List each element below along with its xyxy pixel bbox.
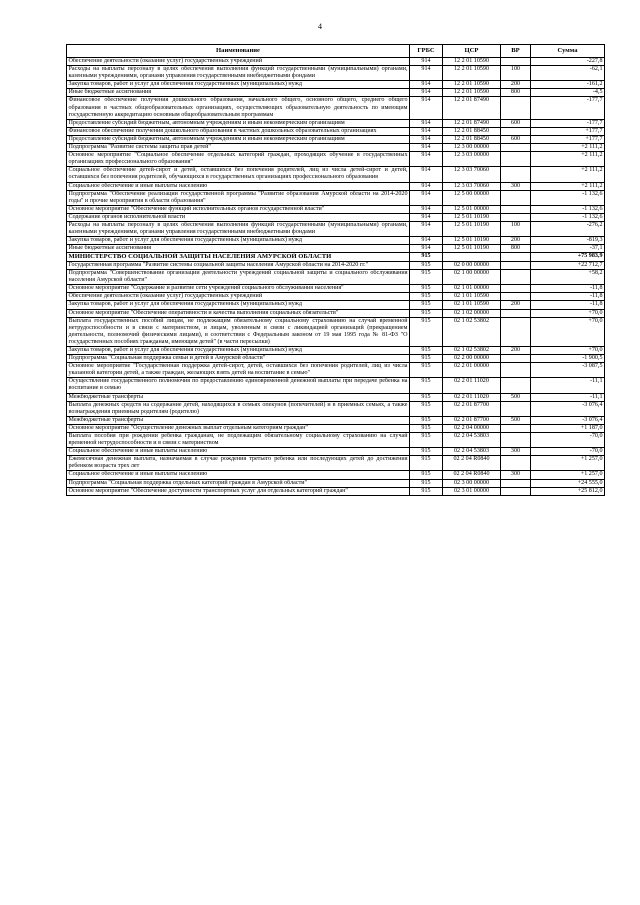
row-sum-cell: -177,7 xyxy=(531,119,605,127)
row-name-cell: Выплата пособия при рождении ребенка гражданам, не подлежащим обязательному социальному страхованию на случай временной нетрудоспособности и в связи с материнством xyxy=(68,433,408,447)
table-row xyxy=(67,378,605,393)
row-csr-cell xyxy=(443,253,501,262)
row-grbs-cell: 915 xyxy=(410,479,443,487)
row-sum-cell: +1 257,0 xyxy=(531,471,605,479)
table-row xyxy=(67,317,605,346)
row-vr-cell xyxy=(501,144,531,152)
row-sum-cell: -1 900,5 xyxy=(531,355,605,363)
table-row xyxy=(67,190,605,205)
row-csr-cell: 12 2 01 87490 xyxy=(443,119,501,127)
row-sum-cell: -177,7 xyxy=(531,97,605,119)
row-sum-cell: +22 712,7 xyxy=(531,261,605,269)
row-csr-cell: 02 1 01 10590 xyxy=(443,301,501,309)
row-name-cell: Предоставление субсидий бюджетным, автономным учреждениям и иным некоммерческим организациям xyxy=(67,135,410,143)
row-sum-cell: -70,0 xyxy=(531,433,605,448)
row-grbs-cell: 914 xyxy=(410,89,443,97)
row-name-cell: МИНИСТЕРСТВО СОЦИАЛЬНОЙ ЗАЩИТЫ НАСЕЛЕНИЯ АМУРСКОЙ ОБЛАСТИ xyxy=(67,253,410,262)
row-sum-cell: +177,7 xyxy=(531,135,605,143)
row-sum-cell: -37,1 xyxy=(531,245,605,253)
row-vr-cell xyxy=(501,152,531,167)
row-grbs-cell: 914 xyxy=(410,97,443,119)
table-row xyxy=(67,479,605,487)
row-vr-cell: 500 xyxy=(501,393,531,401)
table-row xyxy=(67,309,605,317)
row-grbs-cell: 915 xyxy=(410,309,443,317)
row-vr-cell: 600 xyxy=(501,119,531,127)
row-name-cell: Иные бюджетные ассигнования xyxy=(67,89,410,97)
row-sum-cell: +58,2 xyxy=(531,270,605,285)
row-name-cell: Закупка товаров, работ и услуг для обеспечения государственных (муниципальных) нужд xyxy=(67,81,410,89)
table-row xyxy=(67,487,605,495)
row-grbs-cell: 914 xyxy=(410,66,443,81)
row-csr-cell: 02 1 01 10590 xyxy=(443,293,501,301)
row-name-cell: Социальное обеспечение и иные выплаты населению xyxy=(67,182,410,190)
row-name-cell: Основное мероприятие "Обеспечение функций исполнительных органов государственной власти" xyxy=(67,205,410,213)
row-csr-cell: 12 2 01 10590 xyxy=(443,89,501,97)
table-row xyxy=(67,81,605,89)
row-csr-cell: 02 2 01 11020 xyxy=(443,378,501,393)
row-csr-cell: 02 2 00 00000 xyxy=(443,355,501,363)
table-row xyxy=(67,182,605,190)
row-grbs-cell: 914 xyxy=(410,182,443,190)
row-name-cell: Закупка товаров, работ и услуг для обеспечения государственных (муниципальных) нужд xyxy=(67,237,410,245)
row-grbs-cell: 914 xyxy=(410,152,443,167)
row-vr-cell: 100 xyxy=(501,66,531,81)
row-grbs-cell: 915 xyxy=(410,355,443,363)
row-csr-cell: 02 1 02 53802 xyxy=(443,317,501,346)
table-row xyxy=(67,270,605,285)
row-vr-cell: 600 xyxy=(501,135,531,143)
table-row xyxy=(67,355,605,363)
row-grbs-cell: 915 xyxy=(410,285,443,293)
table-row xyxy=(67,127,605,135)
row-csr-cell: 12 2 01 88450 xyxy=(443,135,501,143)
row-csr-cell: 02 2 01 11020 xyxy=(443,393,501,401)
row-sum-cell: +75 983,9 xyxy=(531,253,605,262)
row-name-cell: Выплата денежных средств на содержание детей, находящихся в семьях опекунов (попечителей) и в приемных семьях, а также вознаграждения приемным родителям (родителю) xyxy=(68,401,408,415)
table-row xyxy=(67,221,605,236)
row-grbs-cell: 915 xyxy=(410,293,443,301)
row-csr-cell: 02 2 04 00000 xyxy=(443,424,501,432)
row-csr-cell: 12 2 01 10590 xyxy=(443,81,501,89)
table-row xyxy=(67,89,605,97)
row-name-cell: Государственная программа "Развитие системы социальной защиты населения Амурской области на 2014-2020 гг." xyxy=(67,261,410,269)
row-vr-cell xyxy=(501,363,531,378)
row-sum-cell: +2 111,2 xyxy=(531,144,605,152)
header-name: Наименование xyxy=(67,45,410,58)
row-grbs-cell: 915 xyxy=(410,471,443,479)
row-vr-cell: 300 xyxy=(501,182,531,190)
row-vr-cell xyxy=(501,97,531,119)
row-sum-cell: -3 087,5 xyxy=(531,363,605,378)
table-row xyxy=(67,144,605,152)
row-grbs-cell: 915 xyxy=(410,487,443,495)
table-row xyxy=(67,471,605,479)
row-sum-cell: -161,2 xyxy=(531,81,605,89)
row-vr-cell: 200 xyxy=(501,301,531,309)
table-row xyxy=(67,293,605,301)
row-name-cell: Основное мероприятие "Государственная поддержка детей-сирот, детей, оставшихся без попечения родителей, лиц из числа указанной категории детей, а также граждан, желающих взять детей на воспитание в семью" xyxy=(68,363,408,377)
row-csr-cell: 12 2 01 10590 xyxy=(443,66,501,81)
header-row xyxy=(67,45,605,58)
row-vr-cell xyxy=(501,127,531,135)
row-vr-cell xyxy=(501,270,531,285)
row-vr-cell: 800 xyxy=(501,89,531,97)
row-vr-cell xyxy=(501,205,531,213)
row-csr-cell: 12 3 03 70060 xyxy=(443,182,501,190)
row-csr-cell: 02 2 04 R0840 xyxy=(443,471,501,479)
row-grbs-cell: 915 xyxy=(410,253,443,262)
row-sum-cell: +2 111,2 xyxy=(531,152,605,167)
table-row xyxy=(67,401,605,416)
row-sum-cell: -62,1 xyxy=(531,66,605,81)
row-grbs-cell: 914 xyxy=(410,190,443,205)
row-grbs-cell: 915 xyxy=(410,317,443,346)
table-row xyxy=(67,205,605,213)
row-vr-cell: 200 xyxy=(501,237,531,245)
row-csr-cell: 12 5 01 10190 xyxy=(443,245,501,253)
row-name-cell: Предоставление субсидий бюджетным, автономным учреждениям и иным некоммерческим организациям xyxy=(67,119,410,127)
row-vr-cell xyxy=(501,261,531,269)
row-grbs-cell: 915 xyxy=(410,346,443,354)
row-vr-cell xyxy=(501,487,531,495)
row-csr-cell: 12 3 03 70060 xyxy=(443,167,501,182)
row-sum-cell: +177,7 xyxy=(531,127,605,135)
row-grbs-cell: 914 xyxy=(410,127,443,135)
row-csr-cell: 02 2 04 53803 xyxy=(443,448,501,456)
table-row xyxy=(67,456,605,471)
row-grbs-cell: 914 xyxy=(410,144,443,152)
row-csr-cell: 12 3 00 00000 xyxy=(443,144,501,152)
row-csr-cell: 02 0 00 00000 xyxy=(443,261,501,269)
row-name-cell: Финансовое обеспечение получения дошкольного образования в частных дошкольных образовательных организациях xyxy=(67,127,410,135)
row-vr-cell xyxy=(501,456,531,471)
row-grbs-cell: 915 xyxy=(410,424,443,432)
row-grbs-cell: 915 xyxy=(410,393,443,401)
row-vr-cell xyxy=(501,355,531,363)
row-vr-cell xyxy=(501,309,531,317)
row-grbs-cell: 914 xyxy=(410,58,443,66)
row-vr-cell xyxy=(501,285,531,293)
row-csr-cell: 02 1 02 53802 xyxy=(443,346,501,354)
row-grbs-cell: 915 xyxy=(410,448,443,456)
table-row xyxy=(67,245,605,253)
row-grbs-cell: 915 xyxy=(410,378,443,393)
table-row xyxy=(67,363,605,378)
row-csr-cell: 12 2 01 88450 xyxy=(443,127,501,135)
header-vr: ВР xyxy=(501,45,531,58)
header-sum: Сумма xyxy=(531,45,605,58)
row-grbs-cell: 915 xyxy=(410,363,443,378)
row-sum-cell: -11,8 xyxy=(531,301,605,309)
row-vr-cell xyxy=(501,424,531,432)
row-vr-cell xyxy=(501,378,531,393)
row-csr-cell: 12 3 03 00000 xyxy=(443,152,501,167)
row-grbs-cell: 914 xyxy=(410,81,443,89)
row-csr-cell: 12 5 00 00000 xyxy=(443,190,501,205)
row-grbs-cell: 914 xyxy=(410,135,443,143)
table-row xyxy=(67,433,605,448)
row-name-cell: Подпрограмма "Развитие системы защиты прав детей" xyxy=(67,144,410,152)
row-grbs-cell: 915 xyxy=(410,456,443,471)
row-grbs-cell: 915 xyxy=(410,433,443,448)
row-name-cell: Основное мероприятие "Обеспечение доступности транспортных услуг для отдельных категорий граждан" xyxy=(67,487,410,495)
row-grbs-cell: 914 xyxy=(410,205,443,213)
row-name-cell: Подпрограмма "Обеспечение реализации государственной программы "Развитие образования Амурской области на 2014-2020 годы" и прочие мероприятия в области образования" xyxy=(68,190,408,204)
row-name-cell: Подпрограмма "Социальная поддержка отдельных категорий граждан в Амурской области" xyxy=(67,479,410,487)
row-csr-cell: 12 2 01 87490 xyxy=(443,97,501,119)
row-vr-cell xyxy=(501,213,531,221)
row-name-cell: Обеспечение деятельности (оказание услуг) государственных учреждений xyxy=(67,293,410,301)
row-sum-cell: -1 132,6 xyxy=(531,213,605,221)
row-name-cell: Финансовое обеспечение получения дошкольного образования, начального общего, основного общего, среднего общего образования в частных общеобразовательных организациях, осуществляющих образовательную деятельность по имеющим государственную аккредитацию основным общеобразовательным программам xyxy=(68,97,408,118)
row-csr-cell: 02 2 04 53803 xyxy=(443,433,501,448)
page-number: 4 xyxy=(318,22,322,31)
row-name-cell: Межбюджетные трансферты xyxy=(67,393,410,401)
row-grbs-cell: 914 xyxy=(410,245,443,253)
row-vr-cell: 300 xyxy=(501,448,531,456)
row-vr-cell xyxy=(501,58,531,66)
row-name-cell: Социальное обеспечение и иные выплаты населению xyxy=(67,471,410,479)
row-name-cell: Ежемесячная денежная выплата, назначаемая в случае рождения третьего ребенка или последующих детей до достижения ребенком возраста трех лет xyxy=(68,456,408,470)
row-sum-cell: -276,2 xyxy=(531,221,605,236)
table-row xyxy=(67,135,605,143)
header-grbs: ГРБС xyxy=(410,45,443,58)
row-sum-cell: +25 812,0 xyxy=(531,487,605,495)
row-vr-cell: 100 xyxy=(501,221,531,236)
table-row xyxy=(67,213,605,221)
table-row xyxy=(67,167,605,182)
row-sum-cell: -11,8 xyxy=(531,293,605,301)
row-grbs-cell: 915 xyxy=(410,301,443,309)
row-name-cell: Подпрограмма "Совершенствование организации деятельности учреждений социальной защиты и социального обслуживания населения Амурской области" xyxy=(68,270,408,284)
table-row xyxy=(67,152,605,167)
table-row xyxy=(67,285,605,293)
row-grbs-cell: 915 xyxy=(410,261,443,269)
row-grbs-cell: 914 xyxy=(410,119,443,127)
row-csr-cell: 02 1 02 00000 xyxy=(443,309,501,317)
row-sum-cell: +70,0 xyxy=(531,317,605,346)
row-name-cell: Основное мероприятие "Содержание и развитие сети учреждений социального обслуживания населения" xyxy=(67,285,410,293)
row-grbs-cell: 914 xyxy=(410,237,443,245)
budget-table xyxy=(66,44,605,496)
row-vr-cell xyxy=(501,190,531,205)
row-sum-cell: +2 111,2 xyxy=(531,167,605,182)
row-vr-cell: 300 xyxy=(501,471,531,479)
table-row xyxy=(67,424,605,432)
row-grbs-cell: 914 xyxy=(410,221,443,236)
row-sum-cell: -1 132,6 xyxy=(531,205,605,213)
row-csr-cell: 12 5 01 10190 xyxy=(443,237,501,245)
row-name-cell: Обеспечение деятельности (оказание услуг) государственных учреждений xyxy=(67,58,410,66)
row-grbs-cell: 915 xyxy=(410,416,443,424)
row-sum-cell: +1 187,0 xyxy=(531,424,605,432)
row-csr-cell: 02 3 01 00000 xyxy=(443,487,501,495)
row-sum-cell: -227,8 xyxy=(531,58,605,66)
row-sum-cell: +2 111,2 xyxy=(531,182,605,190)
row-csr-cell: 02 2 01 87700 xyxy=(443,416,501,424)
table-row xyxy=(67,97,605,119)
row-name-cell: Социальное обеспечение и иные выплаты населению xyxy=(67,448,410,456)
row-name-cell: Основное мероприятие "Обеспечение оперативности и качества выполнения социальных обязательств" xyxy=(67,309,410,317)
row-name-cell: Подпрограмма "Социальная поддержка семьи и детей в Амурской области" xyxy=(67,355,410,363)
table-row xyxy=(67,346,605,354)
row-name-cell: Содержание органов исполнительной власти xyxy=(67,213,410,221)
table-row xyxy=(67,261,605,269)
row-vr-cell: 500 xyxy=(501,416,531,424)
row-name-cell: Иные бюджетные ассигнования xyxy=(67,245,410,253)
row-csr-cell: 02 2 01 87700 xyxy=(443,401,501,416)
row-name-cell: Расходы на выплаты персоналу в целях обеспечения выполнения функций государственными (муниципальными) органами, казенными учреждениями, органами управления государственными внебюджетными фондами xyxy=(68,66,408,80)
row-vr-cell xyxy=(501,401,531,416)
table-row xyxy=(67,393,605,401)
table-row xyxy=(67,301,605,309)
header-csr: ЦСР xyxy=(443,45,501,58)
row-grbs-cell: 915 xyxy=(410,401,443,416)
row-vr-cell xyxy=(501,479,531,487)
row-vr-cell xyxy=(501,253,531,262)
row-vr-cell xyxy=(501,433,531,448)
row-name-cell: Осуществление государственного полномочия по предоставлению единовременной денежной выплаты при передаче ребенка на воспитание в семью xyxy=(68,378,408,392)
row-csr-cell: 02 2 04 R0840 xyxy=(443,456,501,471)
row-csr-cell: 02 1 01 00000 xyxy=(443,285,501,293)
row-name-cell: Социальное обеспечение детей-сирот и детей, оставшихся без попечения родителей, лиц из числа детей-сирот и детей, оставшихся без попечения родителей, обучающихся в государственных организациях профессионального образования xyxy=(68,167,408,181)
table-row xyxy=(67,237,605,245)
row-vr-cell xyxy=(501,317,531,346)
row-csr-cell: 12 5 01 10190 xyxy=(443,221,501,236)
row-sum-cell: -4,5 xyxy=(531,89,605,97)
table-row xyxy=(67,66,605,81)
row-name-cell: Закупка товаров, работ и услуг для обеспечения государственных (муниципальных) нужд xyxy=(67,346,410,354)
row-csr-cell: 12 5 01 00000 xyxy=(443,205,501,213)
row-sum-cell: -3 076,4 xyxy=(531,401,605,416)
row-sum-cell: -3 076,4 xyxy=(531,416,605,424)
row-csr-cell: 12 2 01 10590 xyxy=(443,58,501,66)
row-sum-cell: -70,0 xyxy=(531,448,605,456)
row-vr-cell: 200 xyxy=(501,346,531,354)
table-row xyxy=(67,416,605,424)
row-name-cell: Межбюджетные трансферты xyxy=(67,416,410,424)
row-sum-cell: -11,1 xyxy=(531,378,605,393)
row-sum-cell: +70,0 xyxy=(531,309,605,317)
row-grbs-cell: 914 xyxy=(410,213,443,221)
row-sum-cell: -11,1 xyxy=(531,393,605,401)
row-name-cell: Выплата государственных пособий лицам, не подлежащим обязательному социальному страхованию на случай временной нетрудоспособности и в связи с материнством, и лицам, уволенным в связи с ликвидацией организаций (прекращением деятельности, полномочий физическими лицами), в соответствии с Федеральным законом от 19 мая 1995 года № 81-ФЗ "О государственных пособиях гражданам, имеющим детей" (в части пересылки) xyxy=(68,317,408,345)
row-grbs-cell: 915 xyxy=(410,270,443,285)
row-name-cell: Закупка товаров, работ и услуг для обеспечения государственных (муниципальных) нужд xyxy=(67,301,410,309)
row-sum-cell: +24 555,0 xyxy=(531,479,605,487)
table-row xyxy=(67,448,605,456)
row-vr-cell xyxy=(501,167,531,182)
row-csr-cell: 12 5 01 10190 xyxy=(443,213,501,221)
row-vr-cell: 200 xyxy=(501,81,531,89)
row-name-cell: Расходы на выплаты персоналу в целях обеспечения выполнения функций государственными (муниципальными) органами, казенными учреждениями, органами управления государственными внебюджетными фондами xyxy=(68,221,408,236)
row-sum-cell: +70,0 xyxy=(531,346,605,354)
row-sum-cell: -11,8 xyxy=(531,285,605,293)
row-sum-cell: -1 132,6 xyxy=(531,190,605,205)
row-csr-cell: 02 2 01 00000 xyxy=(443,363,501,378)
row-csr-cell: 02 1 00 00000 xyxy=(443,270,501,285)
table-row xyxy=(67,58,605,66)
row-vr-cell: 800 xyxy=(501,245,531,253)
row-grbs-cell: 914 xyxy=(410,167,443,182)
table-row xyxy=(67,119,605,127)
row-sum-cell: -819,3 xyxy=(531,237,605,245)
row-sum-cell: +1 257,0 xyxy=(531,456,605,471)
row-name-cell: Основное мероприятие "Социальное обеспечение отдельных категорий граждан, проходящих обучение в государственных организациях профессионального образования" xyxy=(68,152,408,166)
row-name-cell: Основное мероприятие "Осуществление денежных выплат отдельным категориям граждан" xyxy=(67,424,410,432)
table-row xyxy=(67,253,605,262)
row-csr-cell: 02 3 00 00000 xyxy=(443,479,501,487)
row-vr-cell xyxy=(501,293,531,301)
